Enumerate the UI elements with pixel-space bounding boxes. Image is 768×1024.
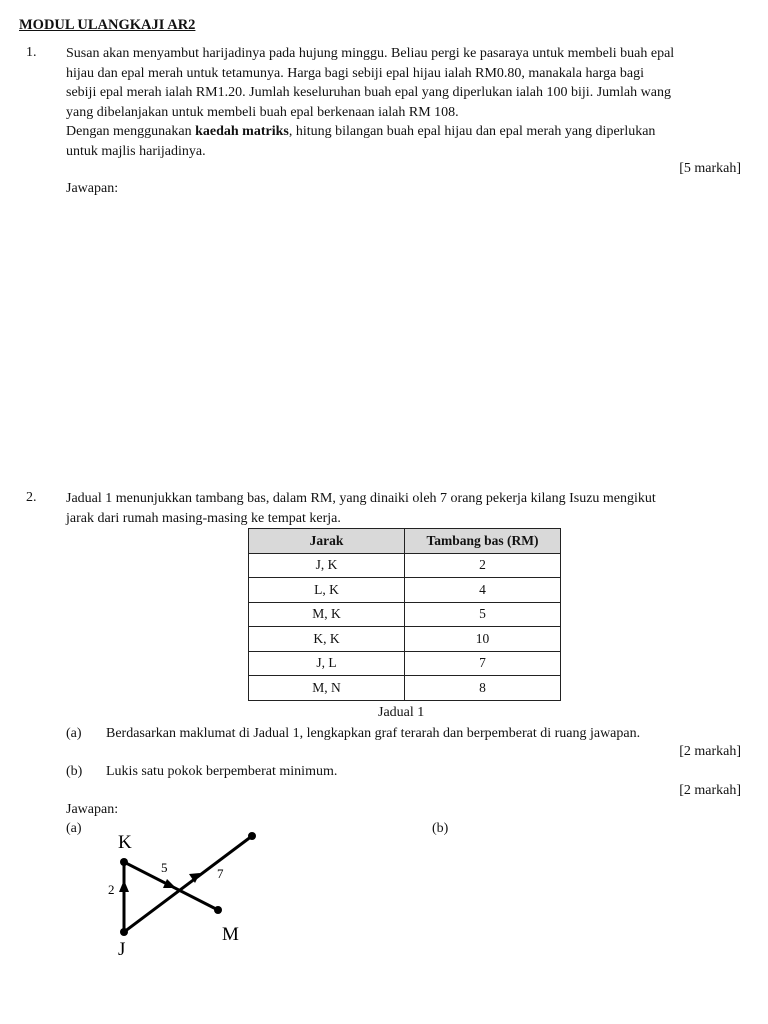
table-cell: 2 bbox=[405, 553, 561, 578]
vertex-m bbox=[214, 906, 222, 914]
table-cell: M, K bbox=[249, 602, 405, 627]
vertex-top-right bbox=[248, 832, 256, 840]
part-a-label: (a) bbox=[66, 726, 82, 741]
fare-table bbox=[248, 528, 561, 701]
question-1-line: sebiji epal merah ialah RM1.20. Jumlah keseluruhan buah epal yang diperlukan ialah 100 biji. Jumlah wang bbox=[66, 85, 671, 100]
table-row bbox=[249, 578, 561, 603]
question-2-line: Jadual 1 menunjukkan tambang bas, dalam RM, yang dinaiki oleh 7 orang pekerja kilang Isuzu mengikut bbox=[66, 491, 656, 506]
vertex-label-k: K bbox=[118, 832, 132, 853]
part-b-text: Lukis satu pokok berpemberat minimum. bbox=[106, 764, 338, 779]
vertex-label-m: M bbox=[222, 924, 239, 945]
question-1-instruction bbox=[66, 122, 746, 142]
question-1-number: 1. bbox=[26, 45, 37, 60]
directed-weighted-graph bbox=[96, 822, 276, 962]
question-2-number: 2. bbox=[26, 490, 37, 505]
table-cell: J, L bbox=[249, 651, 405, 676]
instruction-text: , hitung bilangan buah epal hijau dan epal merah yang diperlukan bbox=[288, 124, 656, 139]
question-2-line: jarak dari rumah masing-masing ke tempat kerja. bbox=[66, 510, 341, 526]
table-cell: 10 bbox=[405, 627, 561, 652]
table-cell: 5 bbox=[405, 602, 561, 627]
weight-label: 2 bbox=[108, 882, 115, 897]
question-2-body bbox=[66, 489, 746, 528]
question-1-answer-label: Jawapan: bbox=[66, 181, 119, 196]
part-a-marks: [2 markah] bbox=[679, 744, 741, 759]
weight-label: 5 bbox=[161, 860, 168, 875]
page-title: MODUL ULANGKAJI AR2 bbox=[19, 17, 196, 33]
question-1-marks: [5 markah] bbox=[679, 161, 741, 176]
table-cell: 4 bbox=[405, 578, 561, 603]
table-cell: 8 bbox=[405, 676, 561, 701]
question-1-line: hijau dan epal merah untuk tetamunya. Harga bagi sebiji epal hijau ialah RM0.80, manakala harga bagi bbox=[66, 65, 644, 81]
table-cell: 7 bbox=[405, 651, 561, 676]
vertex-label-j: J bbox=[118, 939, 126, 960]
weight-label: 7 bbox=[217, 866, 224, 881]
table-header: Jarak bbox=[249, 529, 405, 554]
table-row bbox=[249, 676, 561, 701]
table-row bbox=[249, 627, 561, 652]
question-1-line: untuk majlis harijadinya. bbox=[66, 143, 206, 159]
table-header: Tambang bas (RM) bbox=[405, 529, 561, 554]
table-row bbox=[249, 651, 561, 676]
arrow-up-icon bbox=[119, 880, 129, 892]
table-cell: L, K bbox=[249, 578, 405, 603]
table-row bbox=[249, 553, 561, 578]
part-b-label: (b) bbox=[66, 764, 83, 779]
question-1-line: yang dibelanjakan untuk membeli buah epal berkenaan ialah RM 108. bbox=[66, 104, 459, 120]
part-b-marks: [2 markah] bbox=[679, 783, 741, 798]
answer-a-label: (a) bbox=[66, 821, 82, 836]
vertex-j bbox=[120, 928, 128, 936]
table-cell: K, K bbox=[249, 627, 405, 652]
question-1-line: Susan akan menyambut harijadinya pada hujung minggu. Beliau pergi ke pasaraya untuk membeli buah epal bbox=[66, 46, 675, 61]
instruction-text: Dengan menggunakan bbox=[66, 124, 196, 139]
edge-j-diagonal bbox=[124, 836, 252, 932]
question-2-answer-label: Jawapan: bbox=[66, 802, 119, 817]
part-a-text: Berdasarkan maklumat di Jadual 1, lengkapkan graf terarah dan berpemberat di ruang jawapan. bbox=[106, 726, 641, 741]
instruction-bold: kaedah matriks bbox=[195, 124, 289, 139]
table-cell: M, N bbox=[249, 676, 405, 701]
answer-b-label: (b) bbox=[432, 821, 449, 836]
table-row bbox=[249, 602, 561, 627]
vertex-k bbox=[120, 858, 128, 866]
table-caption: Jadual 1 bbox=[378, 705, 425, 720]
table-cell: J, K bbox=[249, 553, 405, 578]
question-1-body bbox=[66, 44, 746, 161]
